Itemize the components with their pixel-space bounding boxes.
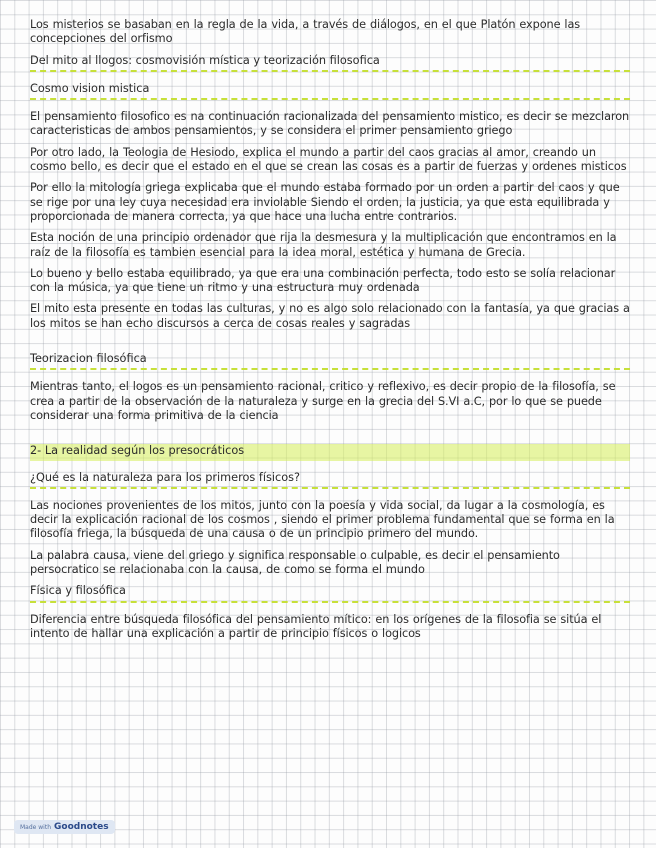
heading-teorizacion: Teorizacion filosófica [30, 352, 630, 370]
goodnotes-watermark [14, 820, 115, 834]
notes-page [30, 18, 630, 648]
paragraph-logos: Mientras tanto, el logos es un pensamiento racional, critico y reflexivo, es decir propio de la filosofía, se crea a partir de la observación de la naturaleza y surge en la grecia del S.VI a.C, por lo que se puede considerar una forma primitiva de la ciencia [30, 380, 616, 422]
paragraph-pensamiento-filosofico: El pensamiento filosofico es na continuación racionalizada del pensamiento mistico, es decir se mezclaron caracteristicas de ambos pensamientos, y se considera el primer pensamiento griego [30, 110, 630, 138]
paragraph-diferencia: Diferencia entre búsqueda filosófica del pensamiento mítico: en los orígenes de la filosofia se sitúa el intento de hallar una explicación a partir de principio físicos o logicos [30, 612, 602, 640]
heading-cosmovision: Cosmo vision mistica [30, 82, 630, 100]
paragraph-misterios: Los misterios se basaban en la regla de la vida, a través de diálogos, en el que Platón expone las concepciones del orfismo [30, 18, 581, 46]
heading-presocraticos: 2- La realidad según los presocráticos [30, 444, 630, 460]
spacer [30, 430, 630, 444]
heading-mito-logos: Del mito al llogos: cosmovisión mística y teorización filosofica [30, 54, 630, 72]
heading-naturaleza: ¿Qué es la naturaleza para los primeros físicos? [30, 471, 630, 489]
paragraph-hesiodo: Por otro lado, la Teologia de Hesiodo, explica el mundo a partir del caos gracias al amor, creando un cosmo bello, es decir que el estado en el que se crean las cosas es a partir de fuerzas y ordenes misticos [30, 145, 627, 174]
heading-fisica: Física y filosófica [30, 584, 630, 602]
paragraph-bueno-bello: Lo bueno y bello estaba equilibrado, ya que era una combinación perfecta, todo esto se solía relacionar con la música, ya que tiene un ritmo y una estructura muy ordenada [30, 266, 616, 295]
paragraph-nociones: Las nociones provenientes de los mitos, junto con la poesía y vida social, da lugar a la cosmología, es decir la explicación racional de los cosmos , siendo el primer problema fundamental que se forma en la filosofía friega, la búsqueda de una causa o de un principio primero del mundo. [30, 498, 615, 541]
paragraph-causa: La palabra causa, viene del griego y significa responsable o culpable, es decir el pensamiento persocratico se relacionaba con la causa, de como se forma el mundo [30, 548, 560, 577]
paragraph-mito-culturas: El mito esta presente en todas las culturas, y no es algo solo relacionado con la fantasía, ya que gracias a los mitos se han echo discursos a cerca de cosas reales y sagradas [30, 302, 630, 330]
made-with-label: Made with [20, 824, 51, 831]
goodnotes-logo: Goodnotes [54, 822, 109, 832]
spacer [30, 338, 630, 352]
paragraph-mitologia: Por ello la mitología griega explicaba que el mundo estaba formado por un orden a partir del caos y que se rige por una ley cuya necesidad era inviolable Siendo el orden, la justicia, ya que esta equilibrada y proporcionada de manera correcta, ya que hace una lucha entre contrarios. [30, 181, 620, 223]
paragraph-principio-ordenador: Esta noción de una principio ordenador que rija la desmesura y la multiplicación que encontramos en la raíz de la filosofía es tambien esencial para la idea moral, estética y humana de Grecia. [30, 231, 617, 259]
